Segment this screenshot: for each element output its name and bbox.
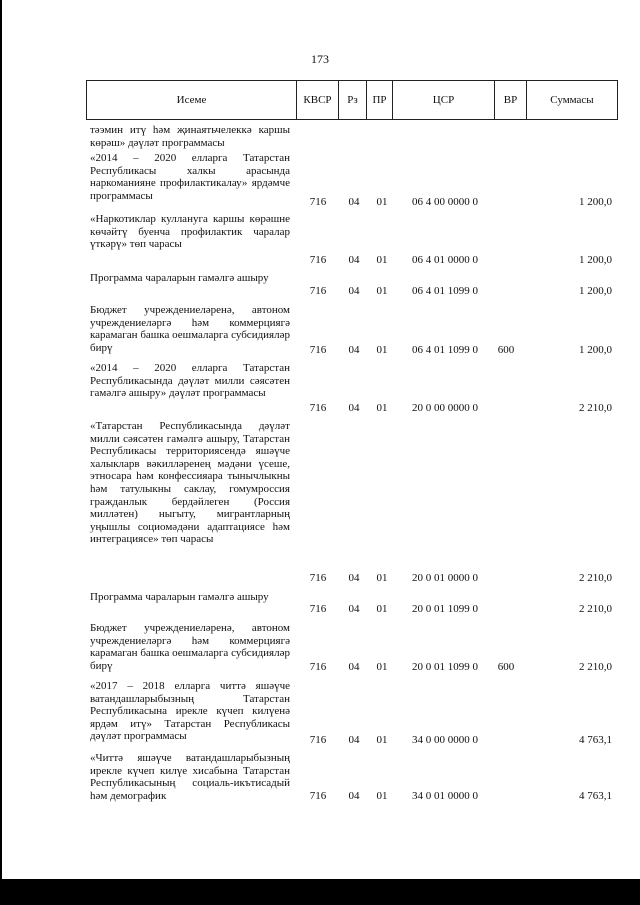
row-kvsr: 716	[309, 344, 327, 356]
header-pr: ПР	[367, 81, 393, 119]
row-kvsr: 716	[309, 285, 327, 297]
row-sum: 1 200,0	[579, 196, 612, 208]
row-csr: 06 4 01 1099 0	[412, 285, 478, 297]
row-csr: 34 0 01 0000 0	[412, 790, 478, 802]
table-header	[86, 80, 618, 120]
row-vr: 600	[497, 661, 515, 673]
row-name: «Читтә яшәүче ватандашларыбызның ирекле күчеп килүе хисабына Татарстан Республикасының социаль-икътисадый һәм демографик	[90, 752, 290, 802]
row-rz: 04	[348, 196, 360, 208]
header-kvsr: КВСР	[297, 81, 339, 119]
row-sum: 2 210,0	[579, 402, 612, 414]
scan-bottom-edge	[0, 879, 640, 905]
row-csr: 20 0 01 1099 0	[412, 661, 478, 673]
row-kvsr: 716	[309, 254, 327, 266]
row-sum: 2 210,0	[579, 661, 612, 673]
row-kvsr: 716	[309, 402, 327, 414]
row-kvsr: 716	[309, 790, 327, 802]
row-pr: 01	[376, 344, 388, 356]
row-name: Бюджет учреждениеләренә, автоном учреждениеләргә һәм коммерциягә карамаган башка оешмаларга субсидияләр бирү	[90, 304, 290, 354]
row-name: Программа чараларын гамәлгә ашыру	[90, 272, 269, 284]
row-pr: 01	[376, 790, 388, 802]
row-sum: 4 763,1	[579, 790, 612, 802]
scan-edge	[0, 0, 2, 905]
row-pr: 01	[376, 572, 388, 584]
row-name: «Наркотиклар куллануга каршы көрәшне көчәйтү буенча профилактик чаралар үткәрү» төп чарасы	[90, 213, 290, 251]
row-pr: 01	[376, 734, 388, 746]
row-sum: 1 200,0	[579, 344, 612, 356]
row-pr: 01	[376, 196, 388, 208]
row-name: «2014 – 2020 елларга Татарстан Республикасында дәүләт милли сәясәтен гамәлгә ашыру» дәүләт программасы	[90, 362, 290, 400]
row-vr: 600	[497, 344, 515, 356]
row-sum: 4 763,1	[579, 734, 612, 746]
row-sum: 2 210,0	[579, 572, 612, 584]
page-number: 173	[311, 52, 329, 66]
row-name: «2014 – 2020 елларга Татарстан Республикасы халкы арасында наркоманияне профилактикалау» ярдәмче программасы	[90, 152, 290, 202]
header-rz: Рз	[339, 81, 367, 119]
row-pr: 01	[376, 285, 388, 297]
row-name: тәэмин итү һәм җинаятьчелеккә каршы көрәш» дәүләт программасы	[90, 124, 290, 149]
row-sum: 1 200,0	[579, 254, 612, 266]
row-kvsr: 716	[309, 661, 327, 673]
row-name: «Татарстан Республикасында дәүләт милли сәясәтен гамәлгә ашыру, Татарстан Республикасы территориясендә яшәүче халыкларв вәкилләренең мәдәни үсеше, этносара һәм конфессияара тынычлыкны һәм татулыкны саклау, гомумроссия гражданлык бердәйлеген (Россия милләтен) ныгыту, мигрантларның уңышлы социомәдәни адаптациясе һәм интеграциясе» төп чарасы	[90, 420, 290, 546]
row-csr: 34 0 00 0000 0	[412, 734, 478, 746]
header-name: Исеме	[87, 81, 297, 119]
row-pr: 01	[376, 402, 388, 414]
row-csr: 20 0 00 0000 0	[412, 402, 478, 414]
row-csr: 20 0 01 0000 0	[412, 572, 478, 584]
row-sum: 1 200,0	[579, 285, 612, 297]
row-sum: 2 210,0	[579, 603, 612, 615]
row-name: Программа чараларын гамәлгә ашыру	[90, 591, 269, 603]
row-pr: 01	[376, 603, 388, 615]
row-rz: 04	[348, 572, 360, 584]
row-name: «2017 – 2018 елларга читтә яшәүче ватандашларыбызның Татарстан Республикасына ирекле күчеп килүенә ярдәм итү» Татарстан Республикасы дәүләт программасы	[90, 680, 290, 743]
header-csr: ЦСР	[393, 81, 495, 119]
row-csr: 06 4 01 0000 0	[412, 254, 478, 266]
row-kvsr: 716	[309, 196, 327, 208]
header-vr: ВР	[495, 81, 527, 119]
row-rz: 04	[348, 344, 360, 356]
header-sum: Суммасы	[550, 94, 594, 106]
row-rz: 04	[348, 661, 360, 673]
row-rz: 04	[348, 603, 360, 615]
row-rz: 04	[348, 402, 360, 414]
row-pr: 01	[376, 661, 388, 673]
row-rz: 04	[348, 790, 360, 802]
row-csr: 06 4 01 1099 0	[412, 344, 478, 356]
row-kvsr: 716	[309, 734, 327, 746]
row-pr: 01	[376, 254, 388, 266]
row-rz: 04	[348, 254, 360, 266]
row-kvsr: 716	[309, 603, 327, 615]
row-rz: 04	[348, 285, 360, 297]
row-csr: 20 0 01 1099 0	[412, 603, 478, 615]
row-csr: 06 4 00 0000 0	[412, 196, 478, 208]
row-name: Бюджет учреждениеләренә, автоном учреждениеләргә һәм коммерциягә карамаган башка оешмаларга субсидияләр бирү	[90, 622, 290, 672]
row-kvsr: 716	[309, 572, 327, 584]
row-rz: 04	[348, 734, 360, 746]
